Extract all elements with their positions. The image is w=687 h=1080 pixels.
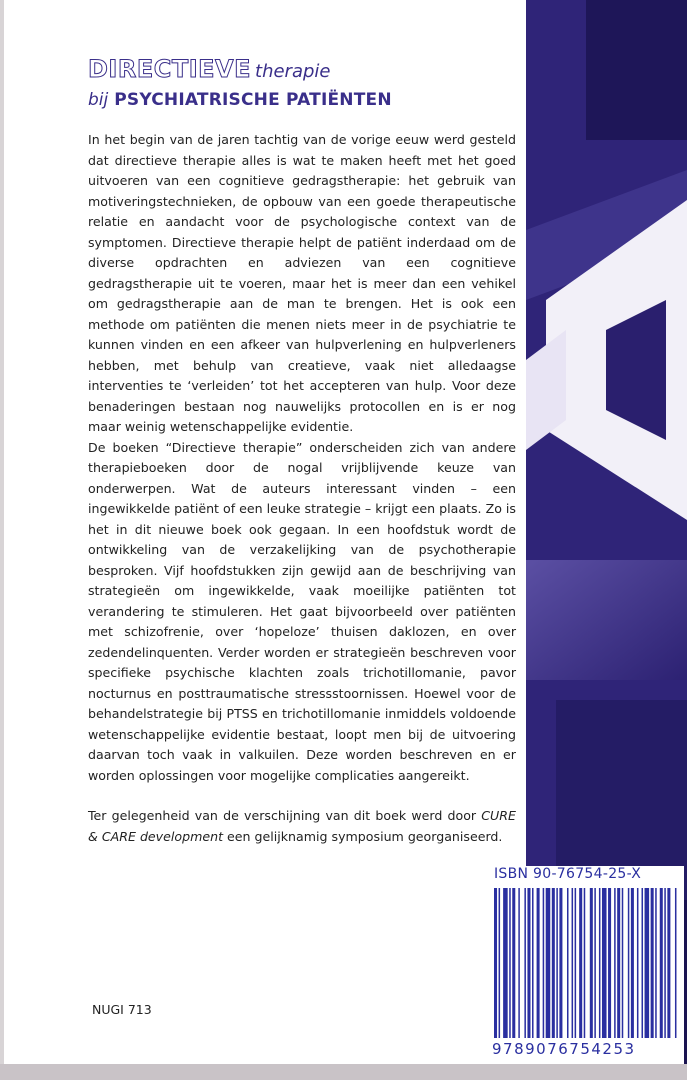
barcode-bar bbox=[594, 888, 596, 1038]
barcode-bar bbox=[667, 888, 670, 1038]
barcode-bar bbox=[622, 888, 624, 1038]
barcode-bar bbox=[503, 888, 508, 1038]
barcode-bar bbox=[642, 888, 644, 1038]
barcode-bar bbox=[532, 888, 534, 1038]
barcode-bar bbox=[599, 888, 601, 1038]
title-psychiatrische-patienten: PSYCHIATRISCHE PATIËNTEN bbox=[114, 90, 392, 110]
blurb-paragraph-3-start: Ter gelegenheid van de verschijning van dit boek werd door bbox=[88, 808, 477, 823]
isbn-label: ISBN 90-76754-25-X bbox=[494, 866, 642, 882]
blurb-paragraph-1: In het begin van de jaren tachtig van de vorige eeuw werd gesteld dat directieve therapie alles is wat te maken heeft met het goed uitvoeren van een cognitieve gedragstherapie: het gebruik van motiveringstechnieken, de opbouw van een goede therapeutische relatie en aandacht voor de psychologische context van de symptomen. Directieve therapie helpt de patiënt inderdaad om de diverse opdrachten en adviezen van een cognitieve gedragstherapie uit te voeren, maar het is meer dan een vehikel om gedragstherapie aan de man te brengen. Het is ook een methode om patiënten die menen niets meer in de psychiatrie te kunnen vinden en een afkeer van hulpverlening en hulpverleners hebben, met behulp van creatieve, vaak niet alledaagse interventies te ‘verleiden’ tot het accepteren van hulp. Voor deze benaderingen bestaan nog nauwelijks protocollen en is er nog maar weinig wetenschappelijke evidentie. bbox=[88, 132, 516, 434]
barcode-bar bbox=[602, 888, 607, 1038]
book-title bbox=[88, 56, 392, 113]
page-edge bbox=[0, 1064, 687, 1080]
book-back-cover bbox=[4, 0, 687, 1076]
barcode-bar bbox=[614, 888, 616, 1038]
barcode-bar bbox=[664, 888, 666, 1038]
barcode-bar bbox=[543, 888, 545, 1038]
barcode-bar bbox=[518, 888, 520, 1038]
barcode-bar bbox=[590, 888, 593, 1038]
blurb-paragraph-2: De boeken “Directieve therapie” onderscheiden zich van andere therapieboeken door de nogal vrijblijvende keuze van onderwerpen. Wat de auteurs interessant vinden – een ingewikkelde patiënt of een leuke strategie – krijgt een plaats. Zo is het in dit nieuwe boek ook gegaan. In een hoofdstuk wordt de ontwikkeling van de verzakelijking van de psychotherapie besproken. Vijf hoofdstukken zijn gewijd aan de beschrijving van strategieën om ingewikkelde, vaak moeilijke patiënten tot verandering te stimuleren. Het gaat bijvoorbeeld over patiënten met schizofrenie, over ‘hopeloze’ thuisen daklozen, en over zedendelinquenten. Verder worden er strategieën beschreven voor specifieke psychische klachten zoals trichotillomanie, pavor nocturnus en posttraumatische stressstoornissen. Hoewel voor de behandelstrategie bij PTSS en trichotillomanie inmiddels voldoende wetenschappelijke evidentie bestaat, loopt men bij de uitvoering daarvan toch vaak in valkuilen. Deze worden beschreven en er worden oplossingen voor mogelijke complicaties aangereikt. bbox=[88, 439, 516, 783]
barcode-bar bbox=[524, 888, 526, 1038]
barcode-bar bbox=[584, 888, 586, 1038]
barcode-bar bbox=[628, 888, 630, 1038]
barcode-bar bbox=[509, 888, 511, 1038]
barcode-bar bbox=[617, 888, 620, 1038]
barcode-bar bbox=[675, 888, 677, 1038]
barcode-bar bbox=[494, 888, 497, 1038]
barcode-bar bbox=[537, 888, 540, 1038]
barcode-bar bbox=[567, 888, 569, 1038]
ean-digits: 9789076754253 bbox=[492, 1040, 636, 1058]
title-bij: bij bbox=[88, 90, 109, 110]
barcode-bar bbox=[546, 888, 551, 1038]
barcode-bar bbox=[651, 888, 654, 1038]
barcode-bar bbox=[499, 888, 501, 1038]
barcode-bar bbox=[608, 888, 611, 1038]
barcode-bar bbox=[559, 888, 562, 1038]
barcode-bar bbox=[556, 888, 558, 1038]
isbn-barcode-block bbox=[488, 866, 684, 1066]
barcode-bar bbox=[579, 888, 582, 1038]
barcode-bar bbox=[631, 888, 634, 1038]
blurb-paragraph-3-end: een gelijknamig symposium georganiseerd. bbox=[227, 828, 503, 844]
barcode-bar bbox=[637, 888, 639, 1038]
barcode-bar bbox=[575, 888, 577, 1038]
barcode bbox=[494, 888, 678, 1038]
barcode-bar bbox=[527, 888, 530, 1038]
title-directieve: DIRECTIEVE bbox=[88, 55, 252, 83]
barcode-bar bbox=[660, 888, 663, 1038]
organisation-name: CURE & CARE development bbox=[88, 808, 516, 844]
barcode-bar bbox=[572, 888, 574, 1038]
nugi-code: NUGI 713 bbox=[92, 1002, 152, 1017]
barcode-bar bbox=[645, 888, 650, 1038]
blurb-text bbox=[88, 130, 516, 847]
title-therapie: therapie bbox=[255, 61, 331, 82]
barcode-bar bbox=[552, 888, 555, 1038]
blurb-paragraph-3 bbox=[88, 806, 516, 847]
barcode-bar bbox=[512, 888, 515, 1038]
barcode-bar bbox=[655, 888, 657, 1038]
